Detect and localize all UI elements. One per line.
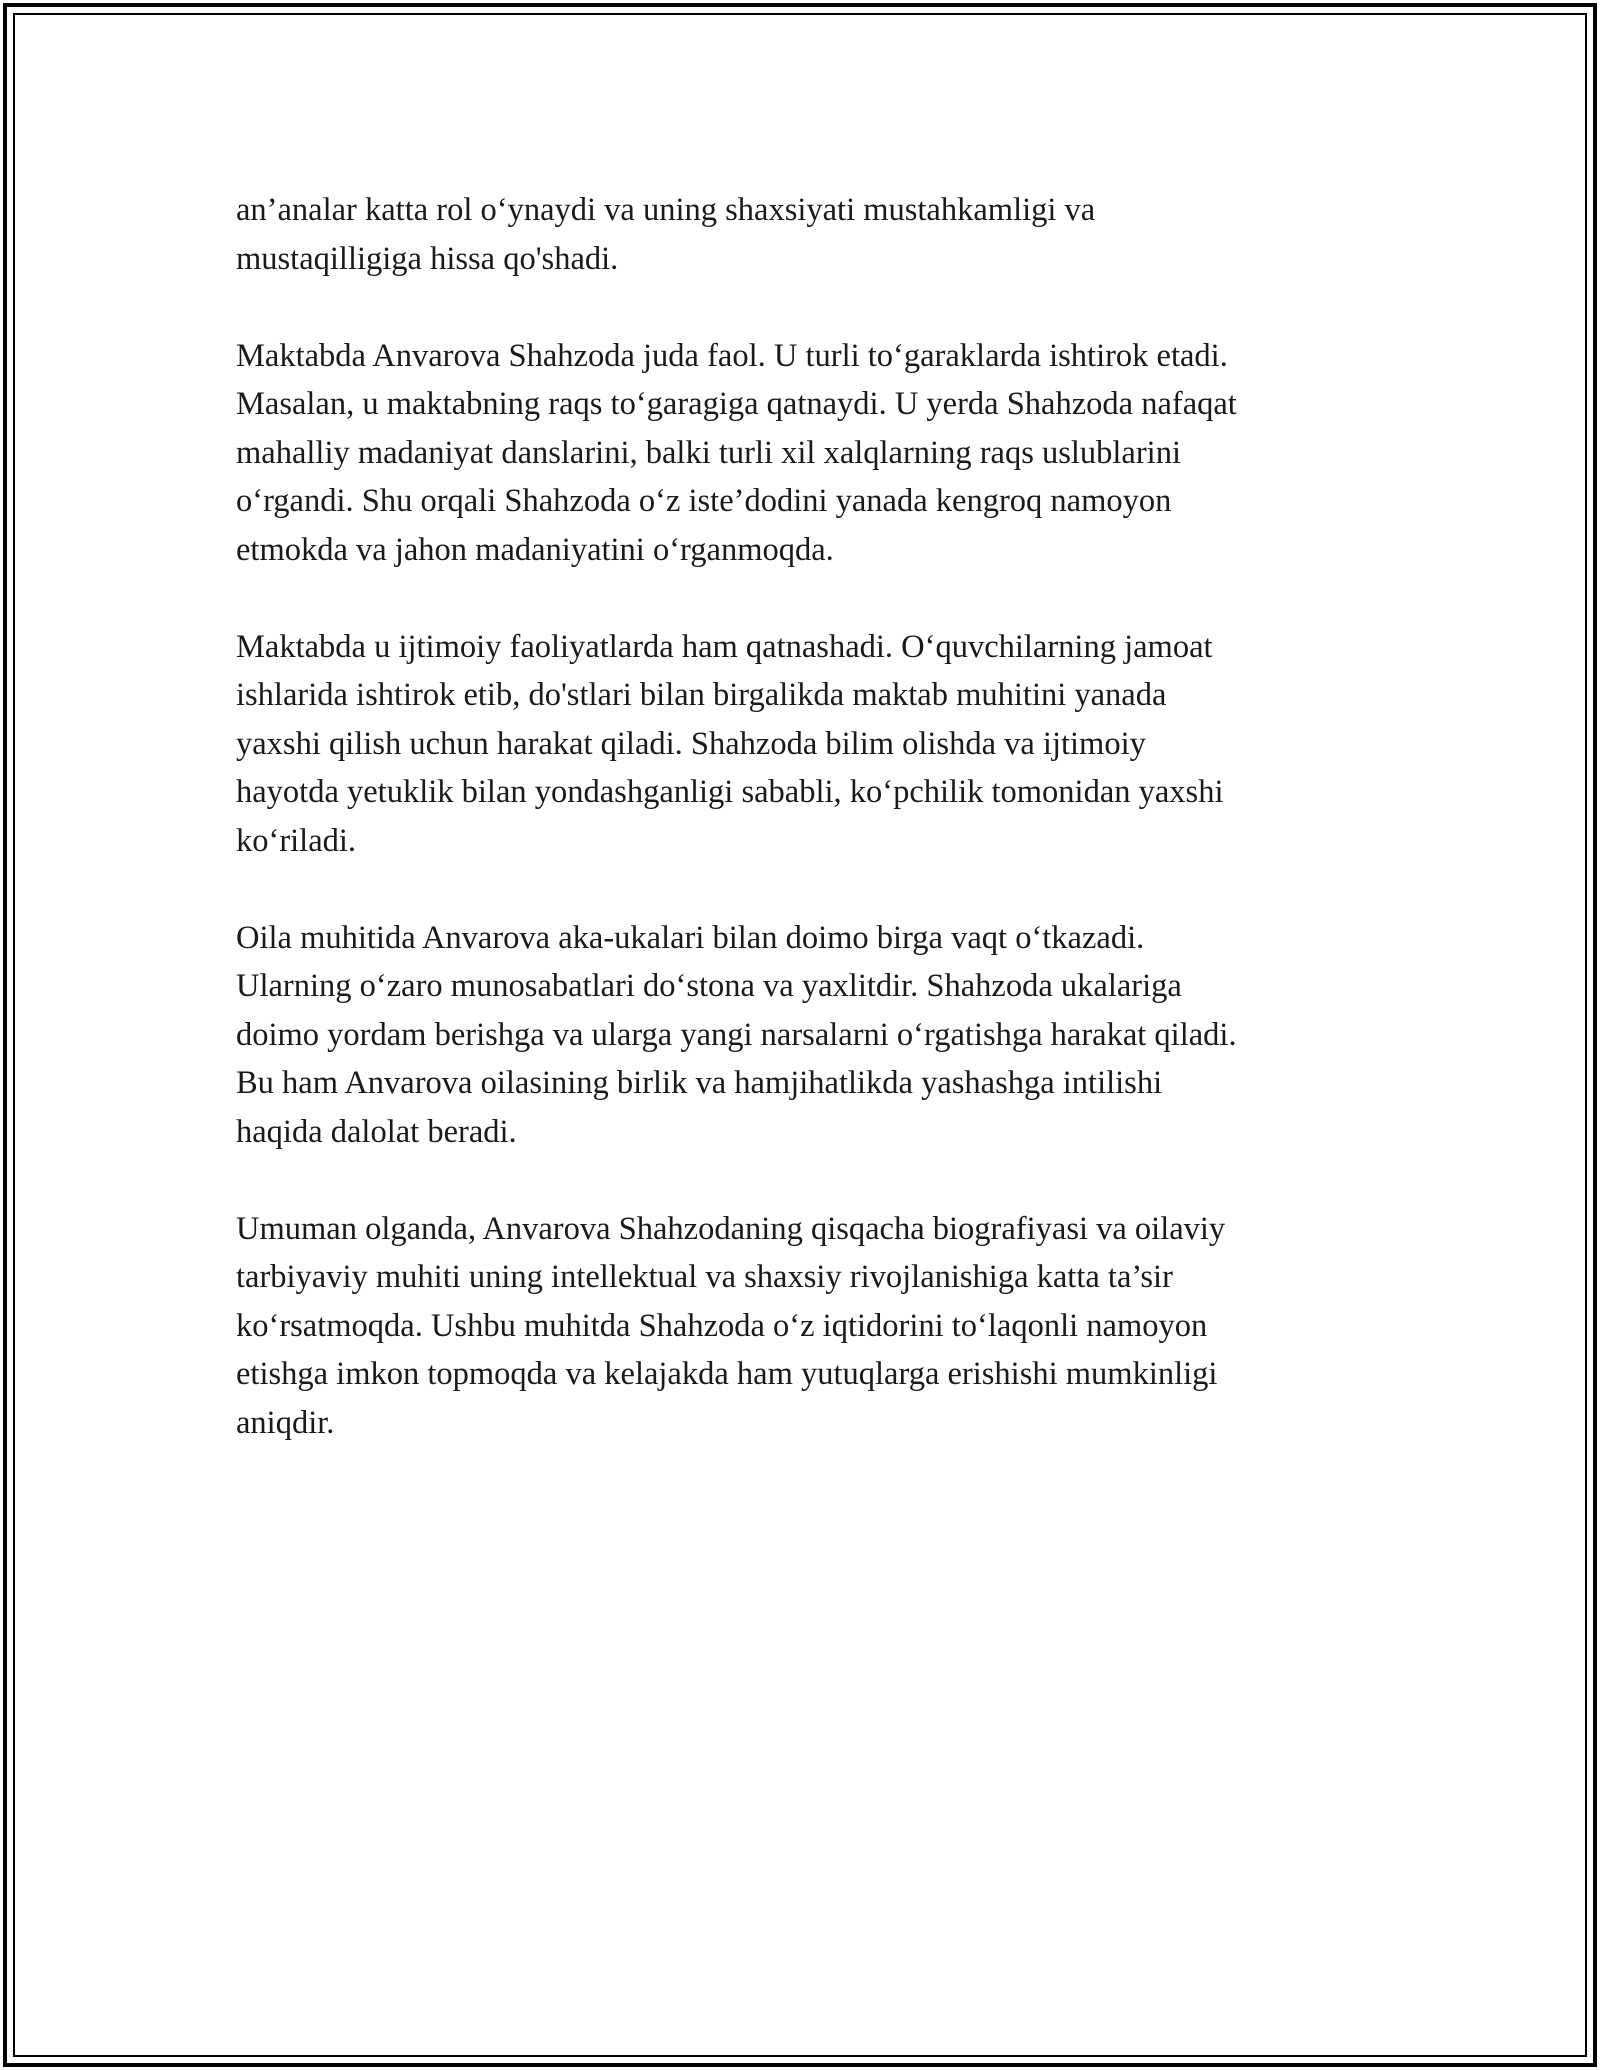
text-line: o‘rgandi. Shu orqali Shahzoda o‘z iste’dodini yanada kengroq namoyon <box>236 483 1172 519</box>
text-line: Umuman olganda, Anvarova Shahzodaning qisqacha biografiyasi va oilaviy <box>236 1210 1226 1247</box>
text-line: Ularning o‘zaro munosabatlari do‘stona va yaxlitdir. Shahzoda ukalariga <box>236 968 1182 1004</box>
text-line: ko‘riladi. <box>236 822 357 859</box>
text-line: etishga imkon topmoqda va kelajakda ham yutuqlarga erishishi mumkinligi <box>236 1356 1218 1392</box>
text-line: an’analar katta rol o‘ynaydi va uning shaxsiyati mustahkamligi va <box>236 192 1096 228</box>
paragraph-3 <box>236 623 1382 866</box>
text-line: ishlarida ishtirok etib, do'stlari bilan birgalikda maktab muhitini yanada <box>236 677 1167 713</box>
text-line: hayotda yetuklik bilan yondashganligi sababli, ko‘pchilik tomonidan yaxshi <box>236 774 1224 810</box>
document-body <box>236 186 1382 1496</box>
text-line: yaxshi qilish uchun harakat qiladi. Shahzoda bilim olishda va ijtimoiy <box>236 725 1146 762</box>
text-line: aniqdir. <box>236 1404 335 1441</box>
text-line: doimo yordam berishga va ularga yangi narsalarni o‘rgatishga harakat qiladi. <box>236 1016 1237 1053</box>
text-line: mustaqilligiga hissa qo'shadi. <box>236 240 619 277</box>
text-line: Bu ham Anvarova oilasining birlik va hamjihatlikda yashashga intilishi <box>236 1065 1163 1101</box>
text-line: ko‘rsatmoqda. Ushbu muhitda Shahzoda o‘z iqtidorini to‘laqonli namoyon <box>236 1307 1208 1344</box>
text-line: haqida dalolat beradi. <box>236 1113 517 1150</box>
text-line: Maktabda Anvarova Shahzoda juda faol. U turli to‘garaklarda ishtirok etadi. <box>236 337 1228 374</box>
text-line: tarbiyaviy muhiti uning intellektual va shaxsiy rivojlanishiga katta ta’sir <box>236 1259 1173 1295</box>
paragraph-1 <box>236 186 1382 283</box>
text-line: Oila muhitida Anvarova aka-ukalari bilan doimo birga vaqt o‘tkazadi. <box>236 919 1145 956</box>
text-line: mahalliy madaniyat danslarini, balki turli xil xalqlarning raqs uslublarini <box>236 434 1181 471</box>
text-line: Masalan, u maktabning raqs to‘garagiga qatnaydi. U yerda Shahzoda nafaqat <box>236 386 1237 422</box>
text-line: etmokda va jahon madaniyatini o‘rganmoqda. <box>236 531 834 568</box>
paragraph-2 <box>236 332 1382 575</box>
paragraph-4 <box>236 914 1382 1157</box>
text-line: Maktabda u ijtimoiy faoliyatlarda ham qatnashadi. O‘quvchilarning jamoat <box>236 628 1213 665</box>
paragraph-5 <box>236 1205 1382 1448</box>
